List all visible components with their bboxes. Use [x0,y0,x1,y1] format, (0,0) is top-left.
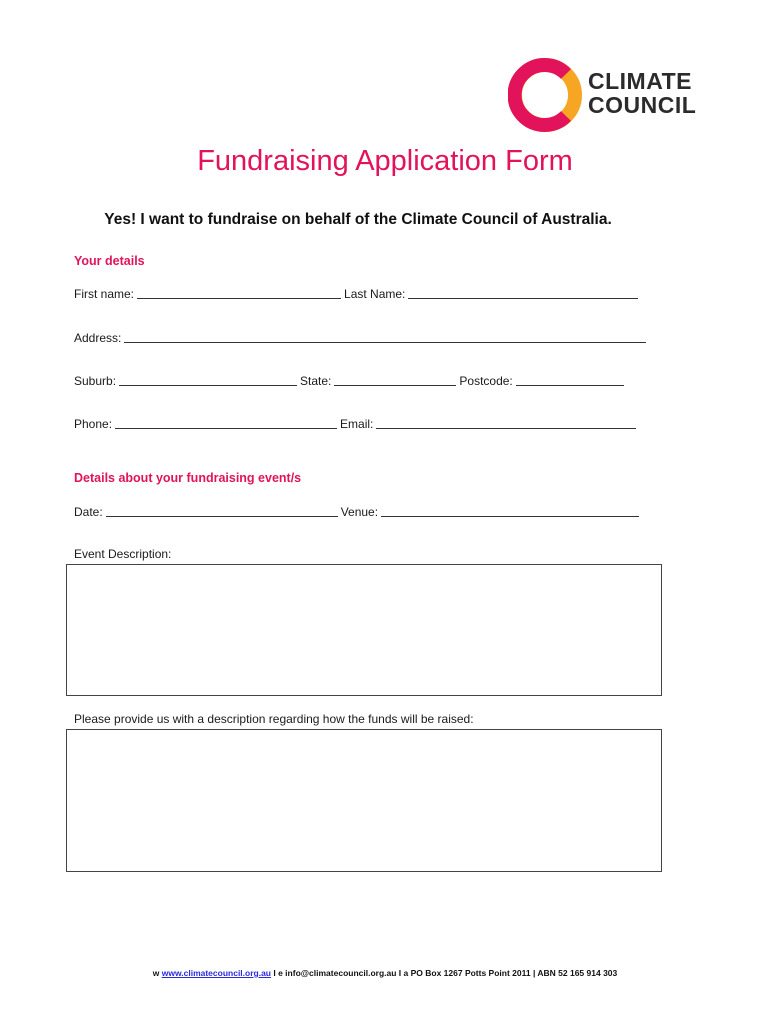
address-label: Address: [74,331,122,345]
date-venue-row [74,505,654,519]
postcode-label: Postcode: [459,374,513,388]
event-details-heading: Details about your fundraising event/s [74,471,302,485]
name-row [74,287,654,301]
date-field[interactable] [106,505,338,517]
suburb-field[interactable] [119,374,297,386]
state-label: State: [300,374,332,388]
logo-line-2: COUNCIL [588,92,697,118]
event-description-label: Event Description: [74,547,172,561]
form-title: Fundraising Application Form [197,145,573,177]
climate-council-logo [508,58,698,132]
website-link[interactable]: www.climatecouncil.org.au [161,968,271,978]
phone-label: Phone: [74,417,113,431]
venue-label: Venue: [340,505,379,519]
last-name-label: Last Name: [344,287,406,301]
email-field[interactable] [376,417,636,429]
phone-field[interactable] [115,417,337,429]
phone-row [74,417,654,431]
footer [0,968,770,978]
email-label: Email: [340,417,374,431]
logo-line-1: CLIMATE [588,68,693,94]
footer-w-prefix: w [152,968,160,978]
state-field[interactable] [334,374,456,386]
address-row [74,331,654,345]
date-label: Date: [74,505,103,519]
form-subtitle: Yes! I want to fundraise on behalf of the Climate Council of Australia. [104,211,612,228]
address-field[interactable] [124,331,646,343]
event-description-box[interactable] [66,564,662,696]
footer-contact: I e info@climatecouncil.org.au I a PO Box 1267 Potts Point 2011 | ABN 52 165 914 303 [273,968,618,978]
postcode-field[interactable] [516,374,624,386]
first-name-field[interactable] [137,287,341,299]
logo-wordmark [588,69,696,117]
suburb-label: Suburb: [74,374,117,388]
your-details-heading: Your details [74,254,145,268]
climate-council-logo-icon [508,58,582,132]
last-name-field[interactable] [408,287,638,299]
venue-field[interactable] [381,505,639,517]
first-name-label: First name: [74,287,135,301]
suburb-row [74,374,654,388]
funds-description-box[interactable] [66,729,662,872]
funds-description-label: Please provide us with a description regarding how the funds will be raised: [74,712,474,726]
